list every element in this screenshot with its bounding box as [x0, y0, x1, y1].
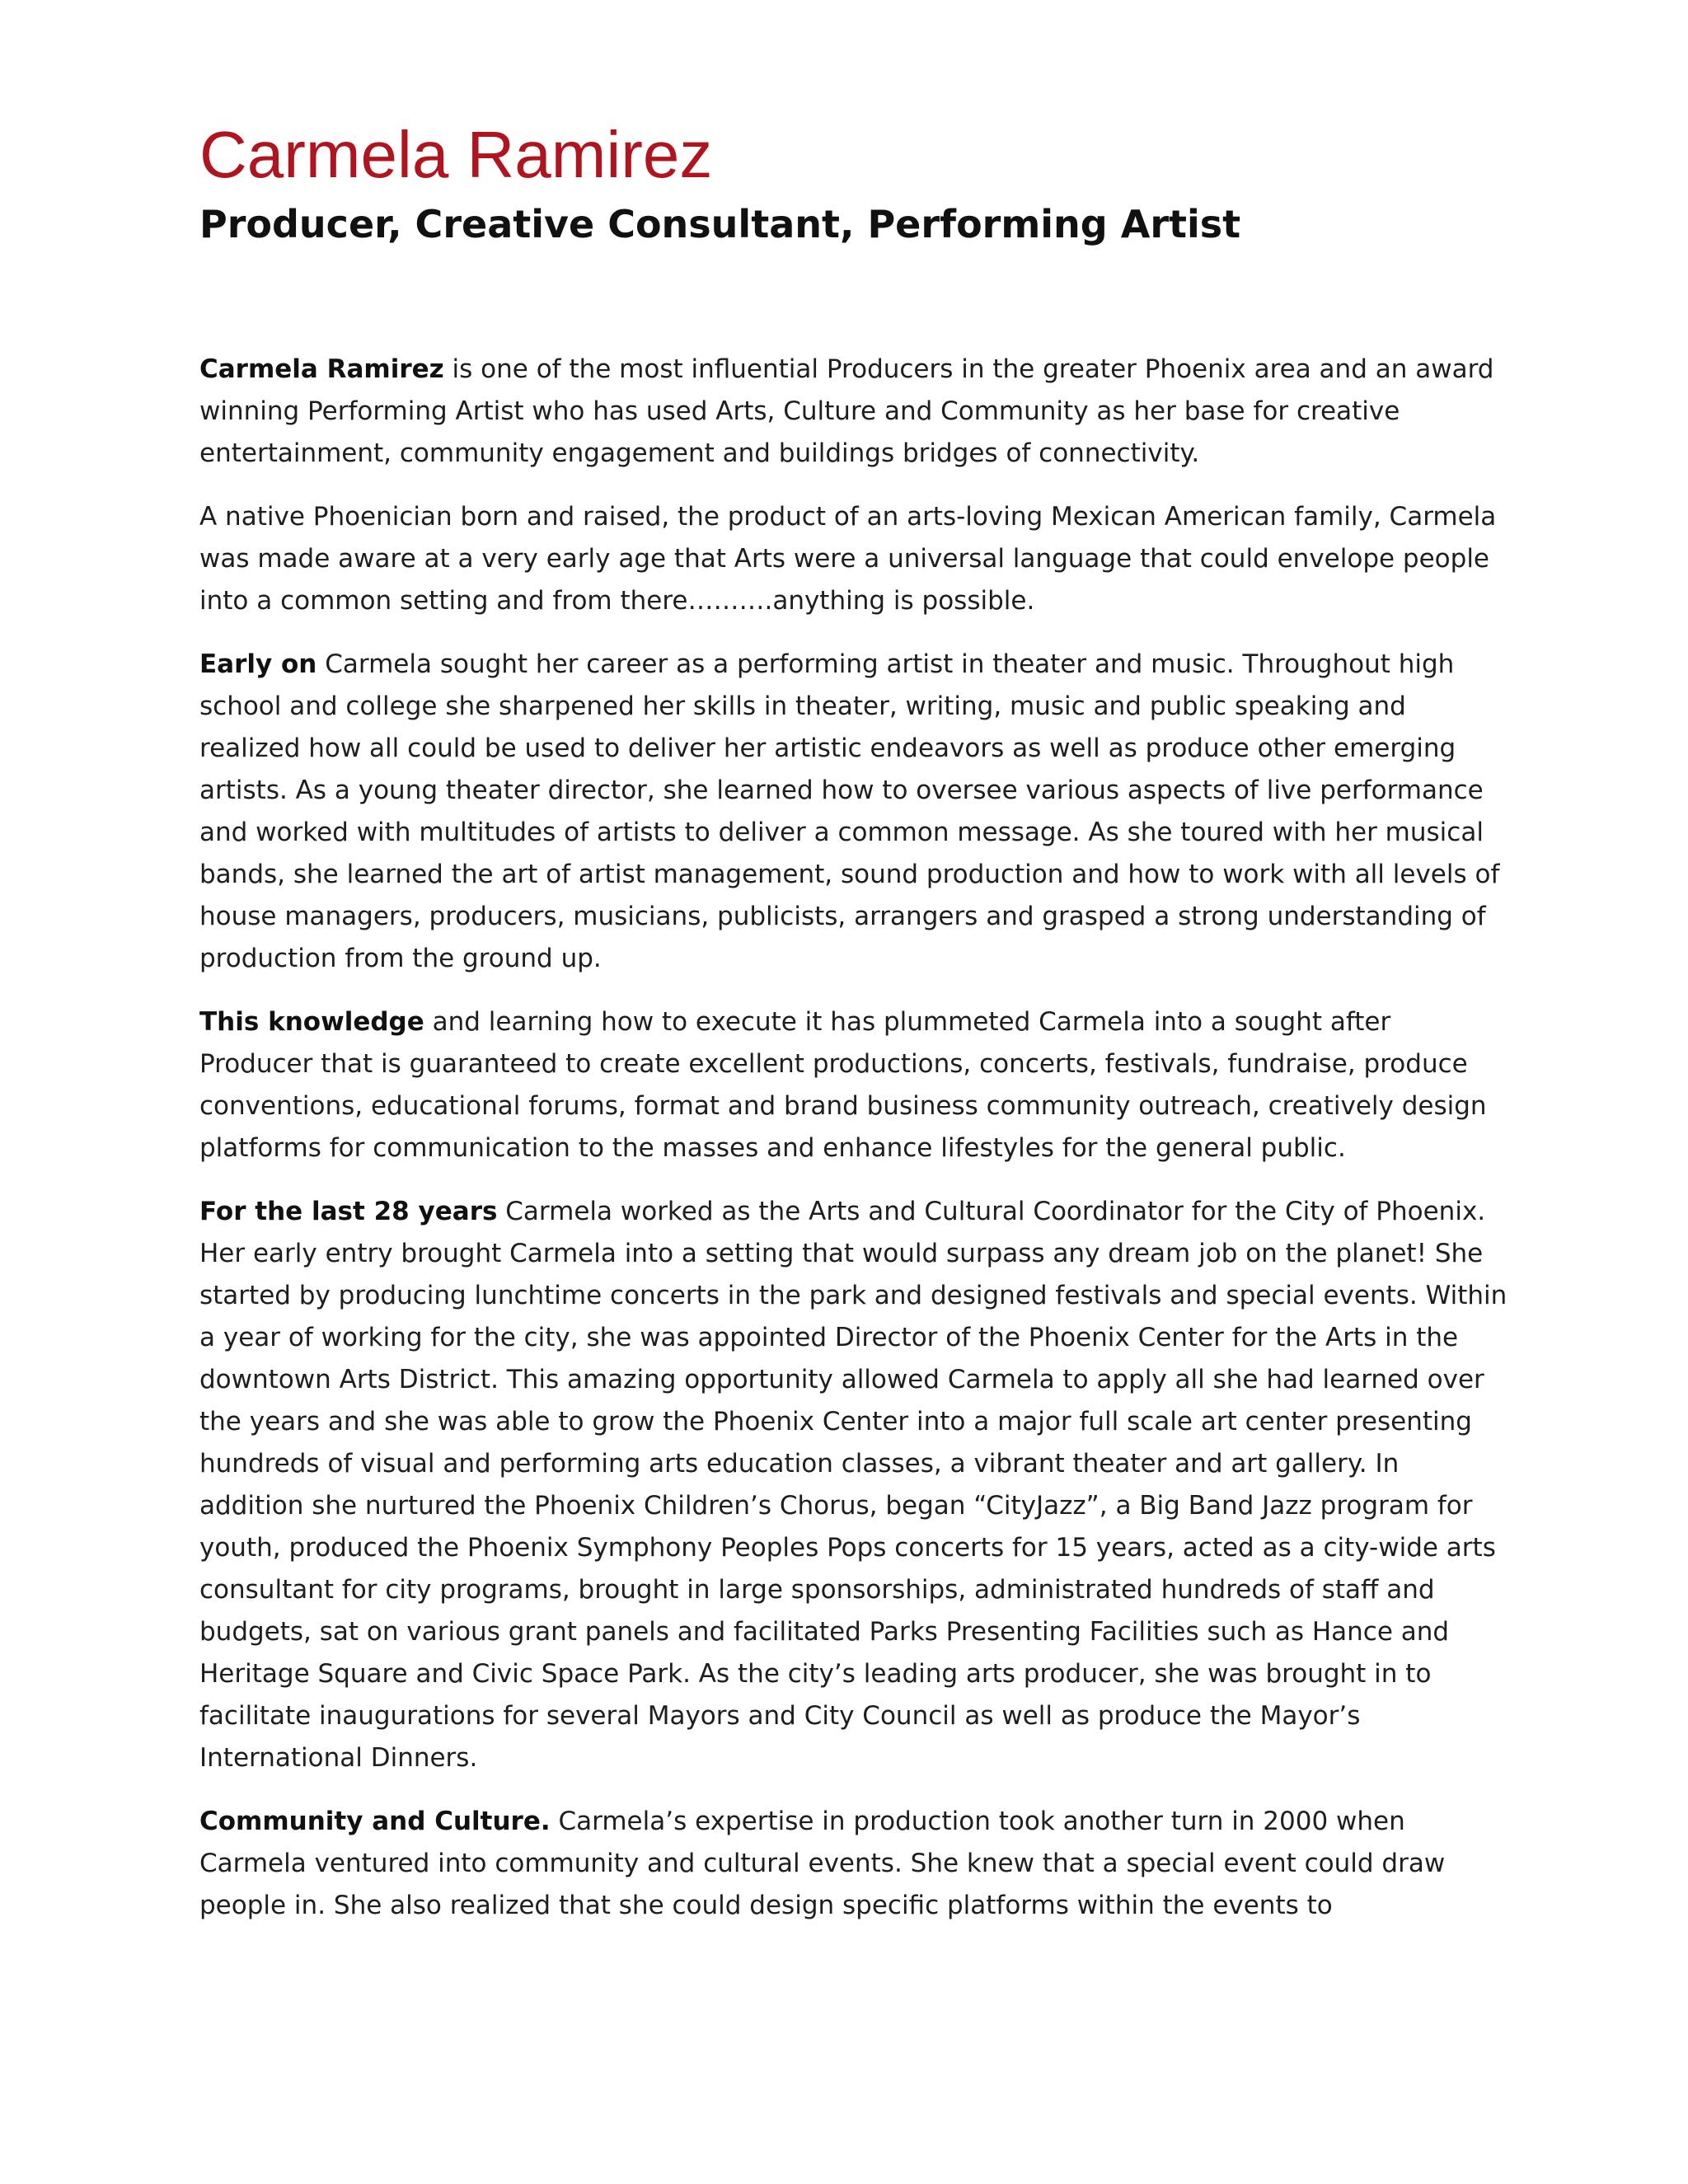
paragraph-text: is one of the most influential Producers in the greater Phoenix area and an award winning Performing Artist who has used Arts, Culture and Community as her base for creative entertainment, community engagement and buildings bridges of connectivity.	[199, 354, 1494, 468]
bio-paragraph	[199, 1801, 1510, 1927]
paragraph-lead: Early on	[199, 649, 317, 679]
paragraph-lead: This knowledge	[199, 1007, 424, 1037]
bio-paragraph	[199, 1191, 1510, 1779]
paragraph-lead: Community and Culture.	[199, 1807, 551, 1836]
paragraph-lead: Carmela Ramirez	[199, 354, 444, 384]
paragraph-text: Carmela’s expertise in production took another turn in 2000 when Carmela ventured into community and cultural events. She knew that a special event could draw people in. She also realized that she could design specific platforms within the events to	[199, 1807, 1446, 1920]
paragraph-text: Carmela worked as the Arts and Cultural Coordinator for the City of Phoenix. Her early entry brought Carmela into a setting that would surpass any dream job on the planet! She started by producing lunchtime concerts in the park and designed festivals and special events. Within a year of working for the city, she was appointed Director of the Phoenix Center for the Arts in the downtown Arts District. This amazing opportunity allowed Carmela to apply all she had learned over the years and she was able to grow the Phoenix Center into a major full scale art center presenting hundreds of visual and performing arts education classes, a vibrant theater and art gallery. In addition she nurtured the Phoenix Children’s Chorus, began “CityJazz”, a Big Band Jazz program for youth, produced the Phoenix Symphony Peoples Pops concerts for 15 years, acted as a city-wide arts consultant for city programs, brought in large sponsorships, administrated hundreds of staff and budgets, sat on various grant panels and facilitated Parks Presenting Facilities such as Hance and Heritage Square and Civic Space Park. As the city’s leading arts producer, she was brought in to facilitate inaugurations for several Mayors and City Council as well as produce the Mayor’s International Dinners.	[199, 1197, 1507, 1773]
paragraph-text: A native Phoenician born and raised, the product of an arts-loving Mexican American family, Carmela was made aware at a very early age that Arts were a universal language that could envelope people into a common setting and from there……….anything is possible.	[199, 502, 1497, 616]
bio-paragraph	[199, 644, 1510, 980]
bio-paragraph	[199, 496, 1510, 622]
paragraph-text: Carmela sought her career as a performing artist in theater and music. Throughout high school and college she sharpened her skills in theater, writing, music and public speaking and realized how all could be used to deliver her artistic endeavors as well as produce other emerging artists. As a young theater director, she learned how to oversee various aspects of live performance and worked with multitudes of artists to deliver a common message. As she toured with her musical bands, she learned the art of artist management, sound production and how to work with all levels of house managers, producers, musicians, publicists, arrangers and grasped a strong understanding of production from the ground up.	[199, 649, 1500, 973]
biography-body	[199, 349, 1510, 1948]
paragraph-lead: For the last 28 years	[199, 1197, 498, 1226]
bio-paragraph	[199, 1001, 1510, 1169]
paragraph-text: and learning how to execute it has plummeted Carmela into a sought after Producer that is guaranteed to create excellent productions, concerts, festivals, fundraise, produce conventions, educational forums, format and brand business community outreach, creatively design platforms for communication to the masses and enhance lifestyles for the general public.	[199, 1007, 1487, 1163]
bio-paragraph	[199, 349, 1510, 475]
person-titles: Producer, Creative Consultant, Performing Artist	[199, 202, 1241, 246]
person-name: Carmela Ramirez	[199, 118, 713, 191]
